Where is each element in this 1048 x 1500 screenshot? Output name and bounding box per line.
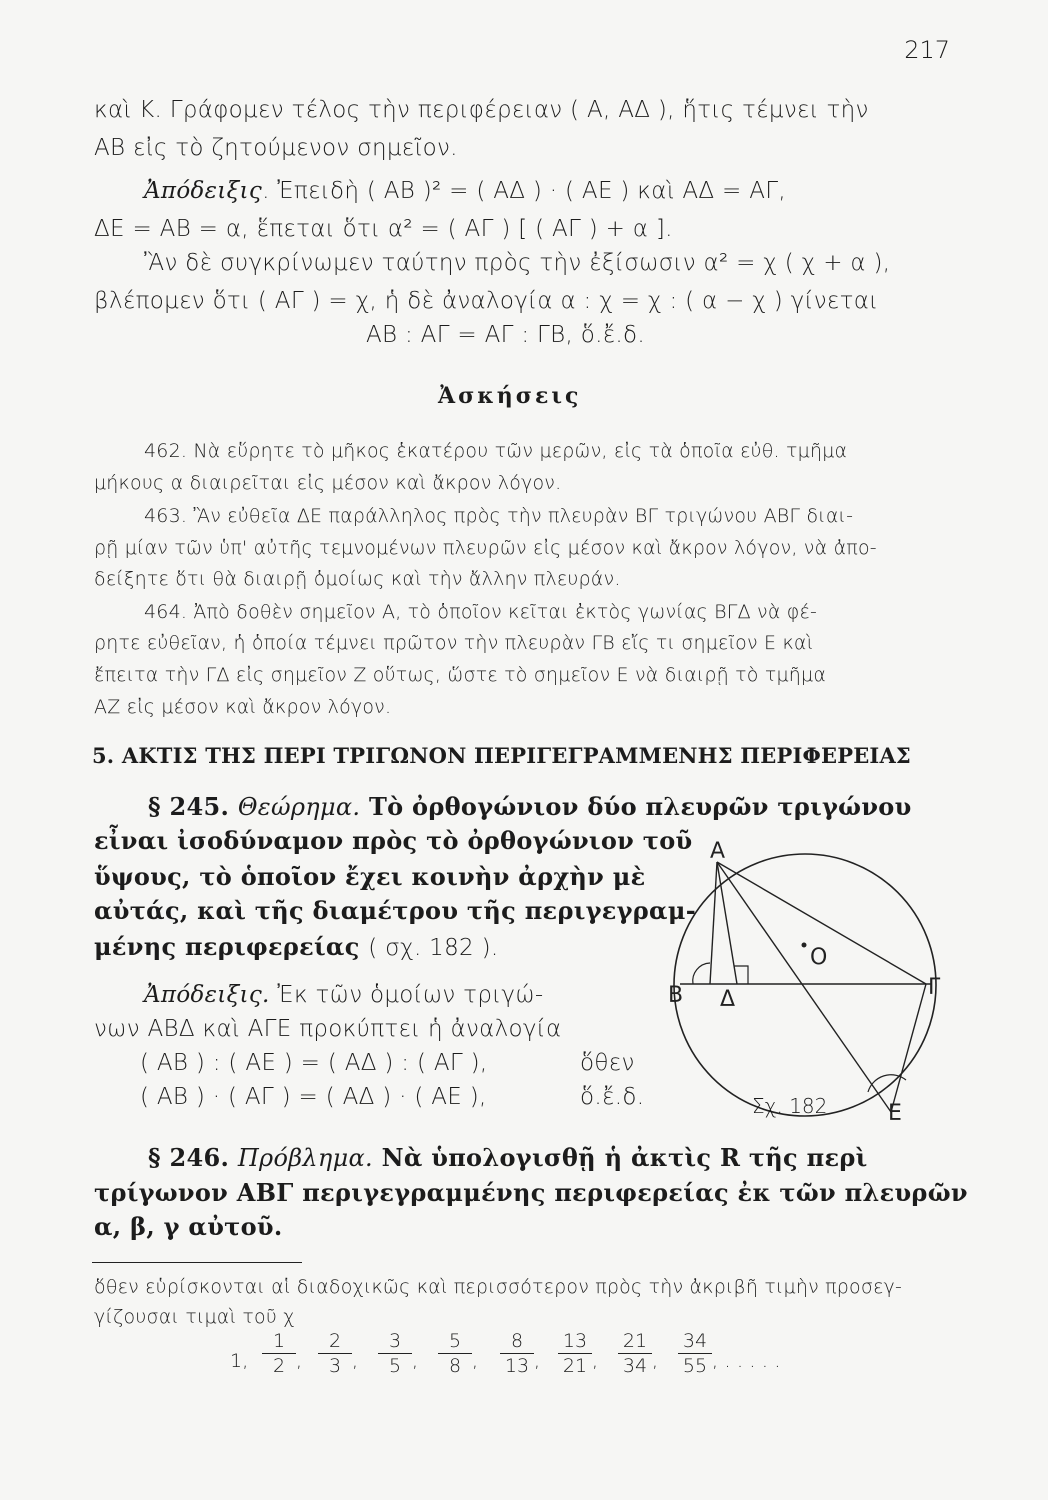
theorem-line <box>148 792 912 821</box>
fraction-separator: , <box>412 1350 419 1372</box>
proof-text: Ἐκ τῶν ὁμοίων τριγώ- <box>277 982 544 1008</box>
fraction <box>618 1330 652 1377</box>
equation-tail: ὅθεν <box>580 1050 635 1076</box>
fraction-bar <box>378 1353 412 1354</box>
theorem-line: ὕψους, τὸ ὁποῖον ἔχει κοινὴν ἀρχὴν μὲ <box>94 862 646 891</box>
fraction-denominator: 2 <box>272 1355 286 1377</box>
fraction-bar <box>262 1353 296 1354</box>
text-line: ΑΒ εἰς τὸ ζητούμενον σημεῖον. <box>94 135 458 161</box>
theorem-line <box>94 932 498 961</box>
fraction <box>500 1330 534 1377</box>
angle-b-arc <box>693 963 710 984</box>
fraction-bar <box>678 1353 712 1354</box>
fraction-numerator: 5 <box>448 1330 462 1352</box>
problem-line: α, β, γ αὐτοῦ. <box>94 1212 283 1241</box>
theorem-line: εἶναι ἰσοδύναμον πρὸς τὸ ὀρθογώνιον τοῦ <box>94 826 693 855</box>
label-a: Α <box>710 839 726 864</box>
side-ab <box>710 862 717 984</box>
fraction <box>318 1330 352 1377</box>
fraction-numerator: 8 <box>510 1330 524 1352</box>
theorem-line: αὐτάς, καὶ τῆς διαμέτρου τῆς περιγεγραμ- <box>94 896 696 925</box>
exercise-line: 463. Ἂν εὐθεῖα ΔΕ παράλληλος πρὸς τὴν πλευρὰν ΒΓ τριγώνου ΑΒΓ διαι- <box>144 505 854 527</box>
proof-line: νων ΑΒΔ καὶ ΑΓΕ προκύπτει ἡ ἀναλογία <box>94 1016 562 1042</box>
fraction-separator: , <box>352 1350 359 1372</box>
fraction-denominator: 5 <box>388 1355 402 1377</box>
text-line: βλέπομεν ὅτι ( ΑΓ ) = χ, ἡ δὲ ἀναλογία α : χ = χ : ( α − χ ) γίνεται <box>94 288 879 314</box>
fraction-bar <box>438 1353 472 1354</box>
label-g: Γ <box>928 975 941 1000</box>
exercise-line: ἔπειτα τὴν ΓΔ εἰς σημεῖον Ζ οὕτως, ὥστε τὸ σημεῖον Ε νὰ διαιρῇ τὸ τμῆμα <box>94 664 827 686</box>
equation-line: ( ΑΒ ) : ( ΑΕ ) = ( ΑΔ ) : ( ΑΓ ), <box>140 1050 488 1076</box>
fraction-bar <box>500 1353 534 1354</box>
theorem-label: Θεώρημα. <box>237 793 361 821</box>
fraction-numerator: 34 <box>682 1330 708 1352</box>
figure-reference: ( σχ. 182 ). <box>368 935 499 961</box>
sequence-first: 1, <box>230 1350 249 1372</box>
proof-text: . Ἐπειδὴ ( ΑΒ )² = ( ΑΔ ) · ( ΑΕ ) καὶ ΑΔ = ΑΓ, <box>262 178 787 204</box>
fraction-denominator: 21 <box>562 1355 588 1377</box>
exercise-line: ρητε εὐθεῖαν, ἡ ὁποία τέμνει πρῶτον τὴν πλευρὰν ΓΒ εἴς τι σημεῖον Ε καὶ <box>94 632 814 654</box>
section-title: 5. ΑΚΤΙΣ ΤΗΣ ΠΕΡΙ ΤΡΙΓΩΝΟΝ ΠΕΡΙΓΕΓΡΑΜΜΕΝΗΣ ΠΕΡΙΦΕΡΕΙΑΣ <box>92 743 911 768</box>
footnote-line: ὅθεν εὑρίσκονται αἱ διαδοχικῶς καὶ περισσότερον πρὸς τὴν ἀκριβῆ τιμὴν προσεγ- <box>94 1276 903 1298</box>
problem-number: § 246. <box>148 1143 230 1172</box>
theorem-number: § 245. <box>148 792 230 821</box>
footnote-line: γίζουσαι τιμαὶ τοῦ χ <box>94 1306 295 1328</box>
center-point <box>802 943 807 948</box>
text-line: Ἂν δὲ συγκρίνωμεν ταύτην πρὸς τὴν ἐξίσωσιν α² = χ ( χ + α ), <box>144 250 891 276</box>
proof-label: Ἀπόδειξις <box>144 178 263 204</box>
fraction-denominator: 3 <box>328 1355 342 1377</box>
fraction-denominator: 13 <box>504 1355 530 1377</box>
fraction-separator: , <box>592 1350 599 1372</box>
fraction <box>438 1330 472 1377</box>
problem-label: Πρόβλημα. <box>237 1144 373 1172</box>
exercise-line: 464. Ἀπὸ δοθὲν σημεῖον Α, τὸ ὁποῖον κεῖται ἐκτὸς γωνίας ΒΓΔ νὰ φέ- <box>144 601 818 623</box>
label-b: Β <box>668 983 684 1008</box>
exercise-line: ρῇ μίαν τῶν ὑπ' αὐτῆς τεμνομένων πλευρῶν εἰς μέσον καὶ ἄκρον λόγον, νὰ ἀπο- <box>94 537 877 559</box>
fraction-numerator: 13 <box>562 1330 588 1352</box>
exercise-line: δείξητε ὅτι θὰ διαιρῇ ὁμοίως καὶ τὴν ἄλλην πλευράν. <box>94 568 621 590</box>
circumcircle-figure <box>668 839 950 1130</box>
fraction-bar <box>618 1353 652 1354</box>
exercise-line: 462. Νὰ εὕρητε τὸ μῆκος ἑκατέρου τῶν μερῶν, εἰς τὰ ὁποῖα εὐθ. τμῆμα <box>144 440 848 462</box>
exercises-heading: Ἀσκήσεις <box>438 383 582 409</box>
problem-line: τρίγωνον ΑΒΓ περιγεγραμμένης περιφερείας ἐκ τῶν πλευρῶν <box>94 1178 968 1207</box>
fraction-separator: , <box>534 1350 541 1372</box>
label-e: Ε <box>888 1101 902 1126</box>
figure-caption: Σχ. 182 <box>752 1094 828 1118</box>
exercise-line: μήκους α διαιρεῖται εἰς μέσον καὶ ἄκρον λόγον. <box>94 472 562 494</box>
footnote-rule <box>92 1262 302 1263</box>
diameter-ae <box>717 862 891 1112</box>
text-line: ΑΒ : ΑΓ = ΑΓ : ΓΒ, ὅ.ἔ.δ. <box>366 322 646 348</box>
fraction-numerator: 21 <box>622 1330 648 1352</box>
fraction-numerator: 2 <box>328 1330 342 1352</box>
equation-tail: ὅ.ἔ.δ. <box>580 1084 645 1110</box>
fraction-numerator: 3 <box>388 1330 402 1352</box>
theorem-text: Τὸ ὀρθογώνιον δύο πλευρῶν τριγώνου <box>368 792 912 821</box>
proof-line <box>144 982 544 1008</box>
proof-line <box>144 178 786 204</box>
exercise-line: ΑΖ εἰς μέσον καὶ ἄκρον λόγον. <box>94 696 392 718</box>
theorem-text: μένης περιφερείας <box>94 932 360 961</box>
proof-label: Ἀπόδειξις. <box>144 982 270 1008</box>
fraction-numerator: 1 <box>272 1330 286 1352</box>
text-line: ΔΕ = ΑΒ = α, ἕπεται ὅτι α² = ( ΑΓ ) [ ( ΑΓ ) + α ]. <box>94 216 673 242</box>
fraction-separator: , <box>296 1350 303 1372</box>
text-line: καὶ Κ. Γράφομεν τέλος τὴν περιφέρειαν ( Α, ΑΔ ), ἥτις τέμνει τὴν <box>94 97 869 123</box>
fraction-bar <box>558 1353 592 1354</box>
circumcircle <box>674 854 936 1116</box>
fraction-denominator: 8 <box>448 1355 462 1377</box>
label-o: Ο <box>810 945 828 970</box>
fraction <box>378 1330 412 1377</box>
fraction-separator: , <box>652 1350 659 1372</box>
fraction <box>262 1330 296 1377</box>
fraction-denominator: 55 <box>682 1355 708 1377</box>
fraction-denominator: 34 <box>622 1355 648 1377</box>
sequence-ellipsis: , . . . . . <box>712 1350 781 1372</box>
page-number: 217 <box>904 36 950 64</box>
fraction-separator: , <box>472 1350 479 1372</box>
problem-text: Νὰ ὑπολογισθῇ ἡ ἀκτὶς R τῆς περὶ <box>381 1143 868 1172</box>
fraction <box>678 1330 712 1377</box>
fraction <box>558 1330 592 1377</box>
fraction-bar <box>318 1353 352 1354</box>
problem-line <box>148 1143 868 1172</box>
label-d: Δ <box>720 987 736 1012</box>
equation-line: ( ΑΒ ) · ( ΑΓ ) = ( ΑΔ ) · ( ΑΕ ), <box>140 1084 487 1110</box>
